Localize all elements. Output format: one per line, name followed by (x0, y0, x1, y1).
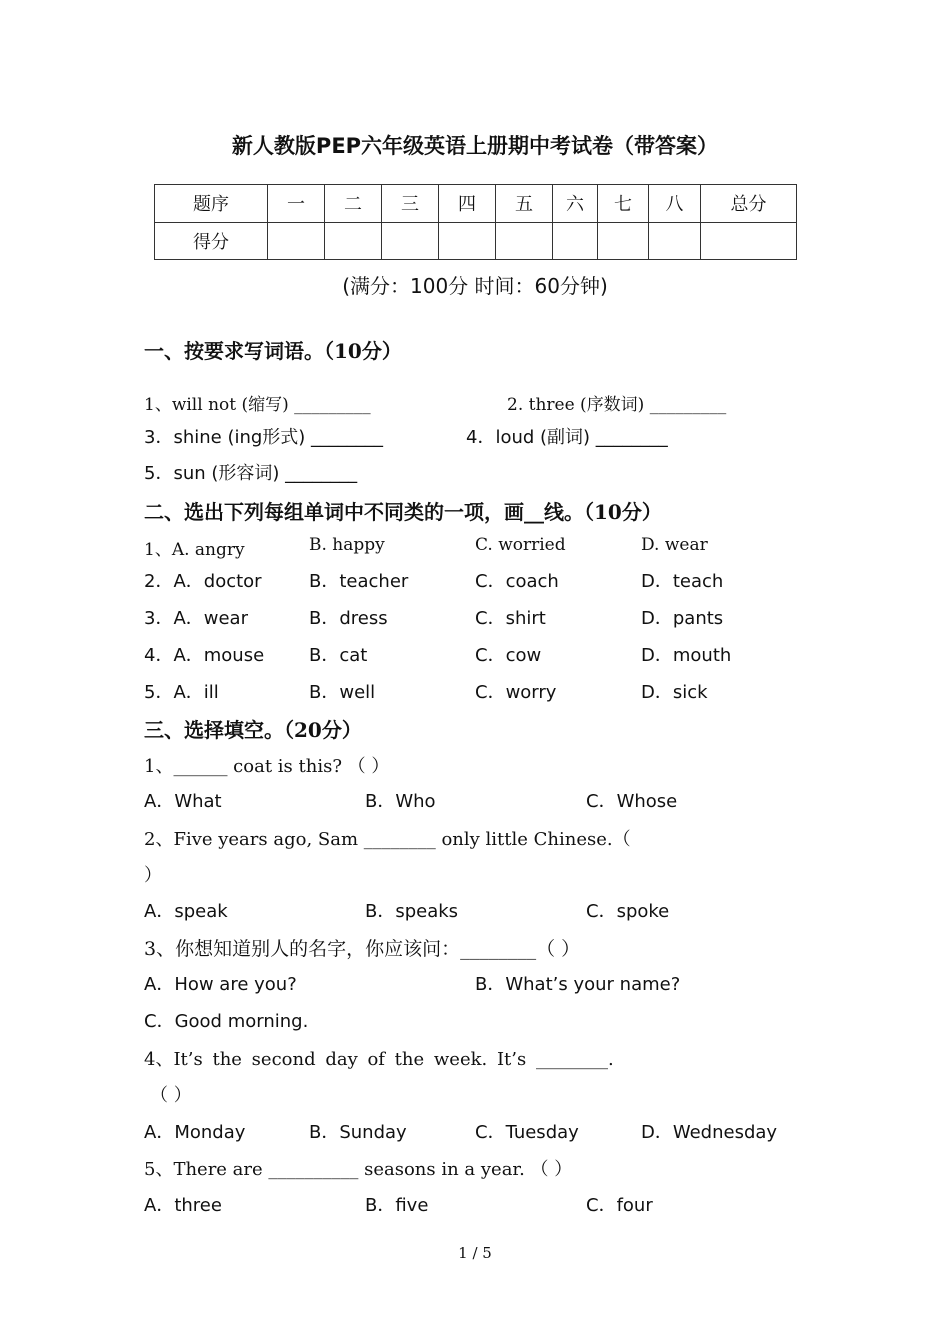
option: C．Whose (586, 791, 678, 812)
question-item: 1、will not (缩写) _________ (144, 395, 371, 415)
option: B．What’s your name? (475, 974, 681, 995)
header-cell: 七 (598, 185, 649, 223)
option: 5．A．ill (144, 682, 219, 703)
option: B．well (309, 682, 376, 703)
option: C．spoke (586, 901, 670, 922)
option: D. wear (641, 535, 708, 555)
option: A．What (144, 791, 222, 812)
header-cell: 总分 (701, 185, 797, 223)
score-cell[interactable] (496, 222, 553, 260)
question-item: 3．shine (ing形式) ________ (144, 427, 384, 448)
header-cell: 八 (649, 185, 701, 223)
question-item: 5．sun (形容词) ________ (144, 463, 358, 484)
question-item: 4．loud (副词) ________ (466, 427, 668, 448)
option: C．coach (475, 571, 559, 592)
score-table-score-row (155, 222, 797, 260)
option: C. worried (475, 535, 566, 555)
score-table (154, 184, 797, 260)
option: C．worry (475, 682, 557, 703)
score-cell[interactable] (598, 222, 649, 260)
option: 1、A. angry (144, 540, 245, 560)
score-cell[interactable] (701, 222, 797, 260)
option: C．cow (475, 645, 542, 666)
question-text: 1、______ coat is this? （ ） (144, 756, 390, 777)
option: B．Who (365, 791, 436, 812)
section-1-heading: 一、按要求写词语。（10分） (144, 339, 402, 363)
question-text-cont: （ ） (150, 1085, 192, 1106)
header-cell: 一 (268, 185, 325, 223)
section-3-heading: 三、选择填空。（20分） (144, 718, 362, 742)
option: D．Wednesday (641, 1122, 778, 1143)
question-text: 5、There are __________ seasons in a year. （ ） (144, 1159, 573, 1180)
question-text: 2、Five years ago, Sam ________ only little Chinese.（ (144, 829, 631, 850)
page-number: 1 / 5 (458, 1244, 492, 1262)
option: A．Monday (144, 1122, 246, 1143)
full-mark-info: (满分：100分 时间：60分钟) (342, 274, 608, 298)
header-cell: 二 (325, 185, 382, 223)
score-cell[interactable] (553, 222, 598, 260)
row-label: 得分 (155, 222, 268, 260)
option: C．Tuesday (475, 1122, 579, 1143)
header-cell: 三 (382, 185, 439, 223)
score-cell[interactable] (382, 222, 439, 260)
score-cell[interactable] (439, 222, 496, 260)
option: A．three (144, 1195, 222, 1216)
option: C．shirt (475, 608, 546, 629)
option: B．teacher (309, 571, 409, 592)
option: D．sick (641, 682, 708, 703)
question-text-cont: ） (144, 865, 162, 886)
option: C．Good morning. (144, 1011, 309, 1032)
option: C．four (586, 1195, 653, 1216)
question-text: 3、你想知道别人的名字，你应该问：________（ ） (144, 938, 581, 960)
score-cell[interactable] (325, 222, 382, 260)
option: 2．A．doctor (144, 571, 262, 592)
option: D．teach (641, 571, 724, 592)
option: B．dress (309, 608, 388, 629)
option: B．five (365, 1195, 429, 1216)
score-cell[interactable] (268, 222, 325, 260)
question-text: 4、It’s the second day of the week. It’s ________. (144, 1049, 614, 1070)
section-2-heading: 二、选出下列每组单词中不同类的一项，画__线。（10分） (144, 500, 662, 524)
option: 3．A．wear (144, 608, 248, 629)
option: A．How are you? (144, 974, 297, 995)
option: D．mouth (641, 645, 732, 666)
score-cell[interactable] (649, 222, 701, 260)
option: A．speak (144, 901, 228, 922)
option: B．Sunday (309, 1122, 407, 1143)
option: 4．A．mouse (144, 645, 265, 666)
score-table-header-row (155, 185, 797, 223)
header-cell: 题序 (155, 185, 268, 223)
option: B．cat (309, 645, 368, 666)
header-cell: 四 (439, 185, 496, 223)
option: B. happy (309, 535, 385, 555)
header-cell: 六 (553, 185, 598, 223)
question-item: 2. three (序数词) _________ (507, 395, 727, 415)
option: B．speaks (365, 901, 459, 922)
page-title: 新人教版PEP六年级英语上册期中考试卷（带答案） (231, 134, 719, 158)
option: D．pants (641, 608, 724, 629)
header-cell: 五 (496, 185, 553, 223)
